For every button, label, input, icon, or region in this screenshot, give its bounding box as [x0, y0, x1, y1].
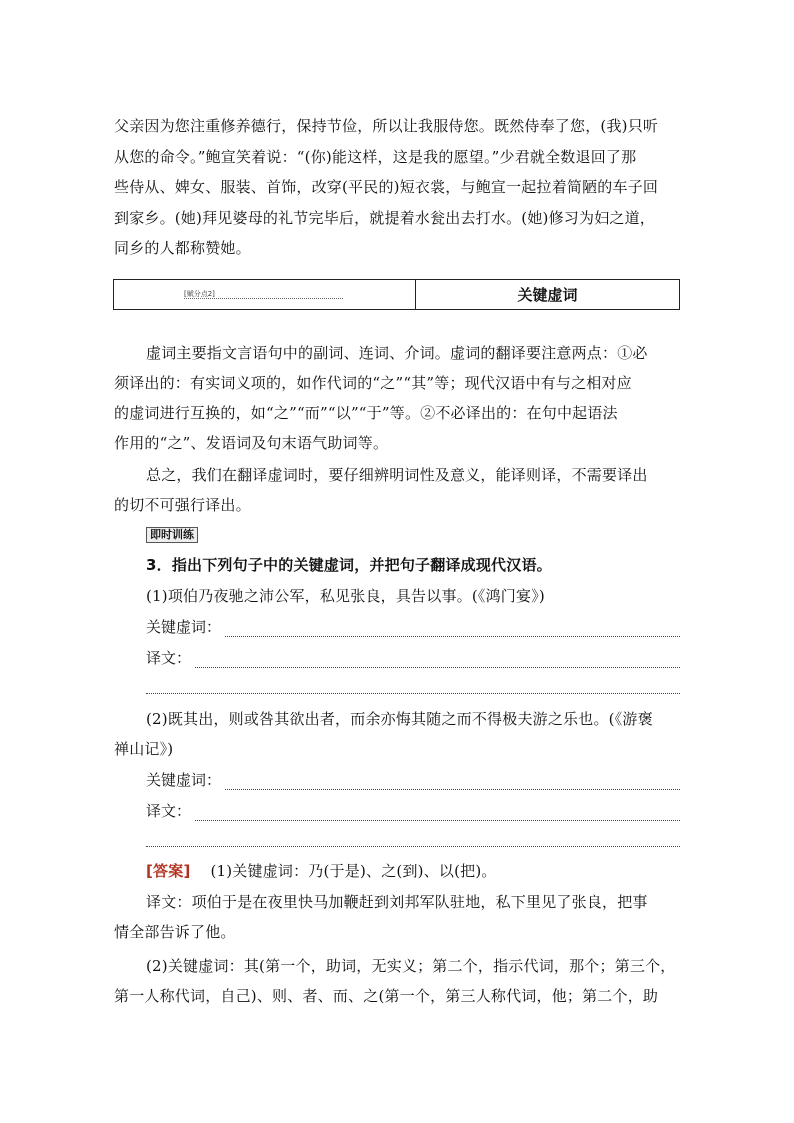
text-line: 虚词主要指文言语句中的副词、连词、介词。虚词的翻译要注意两点：①必	[146, 344, 648, 362]
text-line: 些侍从、婢女、服装、首饰，改穿(平民的)短衣裳，与鲍宣一起拉着简陋的车子回	[114, 178, 659, 196]
answer-blank[interactable]	[195, 806, 680, 821]
keywords-answer-field[interactable]	[146, 770, 680, 790]
text-line: 的切不可强行译出。	[114, 496, 251, 514]
answer-text: 译文：项伯于是在夜里快马加鞭赶到刘邦军队驻地，私下里见了张良，把事	[146, 893, 648, 911]
text-line: 作用的“之”、发语词及句末语气助词等。	[114, 434, 389, 452]
text-line: 总之，我们在翻译虚词时，要仔细辨明词性及意义，能译则译，不需要译出	[146, 466, 648, 484]
text-line: 从您的命令。”鲍宣笑着说：“(你)能这样，这是我的愿望。”少君就全数退回了那	[114, 147, 637, 166]
answer-line	[146, 861, 497, 881]
section-header-box	[113, 279, 680, 310]
dotted-rule	[184, 298, 343, 299]
section-score-cell	[114, 280, 416, 309]
translation-answer-field[interactable]	[146, 801, 680, 821]
question-item-2-cont: 禅山记》)	[114, 740, 174, 758]
text-line: 须译出的：有实词义项的，如作代词的“之”“其”等；现代汉语中有与之相对应	[114, 374, 632, 392]
answer-blank[interactable]	[225, 622, 680, 637]
text-line: 到家乡。(她)拜见婆母的礼节完毕后，就提着水瓮出去打水。(她)修习为妇之道，	[114, 208, 656, 227]
answer-text: (1)关键虚词：乃(于是)、之(到)、以(把)。	[210, 862, 497, 880]
translation-label: 译文：	[146, 802, 192, 820]
answer-blank[interactable]	[225, 775, 680, 790]
section-title: 关键虚词	[517, 286, 578, 304]
question-item-2: (2)既其出，则或咎其欲出者，而余亦悔其随之而不得极夫游之乐也。(《游褒	[146, 710, 653, 728]
keywords-label: 关键虚词：	[146, 618, 222, 636]
practice-tag: 即时训练	[146, 527, 198, 543]
keywords-answer-field[interactable]	[146, 617, 680, 637]
question-text: 3．指出下列句子中的关键虚词，并把句子翻译成现代汉语。	[146, 556, 552, 574]
translation-answer-field[interactable]	[146, 648, 680, 668]
answer-tag: [答案]	[146, 862, 191, 880]
answer-blank[interactable]	[146, 846, 680, 847]
text-line: 同乡的人都称赞她。	[114, 239, 251, 257]
translation-label: 译文：	[146, 649, 192, 667]
question-item-1: (1)项伯乃夜驰之沛公军，私见张良，具告以事。(《鸿门宴》)	[146, 587, 545, 605]
keywords-label: 关键虚词：	[146, 771, 222, 789]
answer-text: 情全部告诉了他。	[114, 923, 236, 941]
text-line: 父亲因为您注重修养德行，保持节俭，所以让我服侍您。既然侍奉了您，(我)只听	[114, 117, 659, 135]
section-score-label: [赋分点2]	[184, 290, 215, 298]
text-line: 的虚词进行互换的，如“之”“而”“以”“于”等。②不必译出的：在句中起语法	[114, 404, 618, 422]
answer-text: (2)关键虚词：其(第一个，助词，无实义；第二个，指示代词，那个；第三个，	[146, 957, 676, 975]
answer-blank[interactable]	[195, 653, 680, 668]
answer-blank[interactable]	[146, 693, 680, 694]
answer-text: 第一人称代词，自己)、则、者、而、之(第一个，第三人称代词，他；第二个，助	[114, 987, 659, 1005]
